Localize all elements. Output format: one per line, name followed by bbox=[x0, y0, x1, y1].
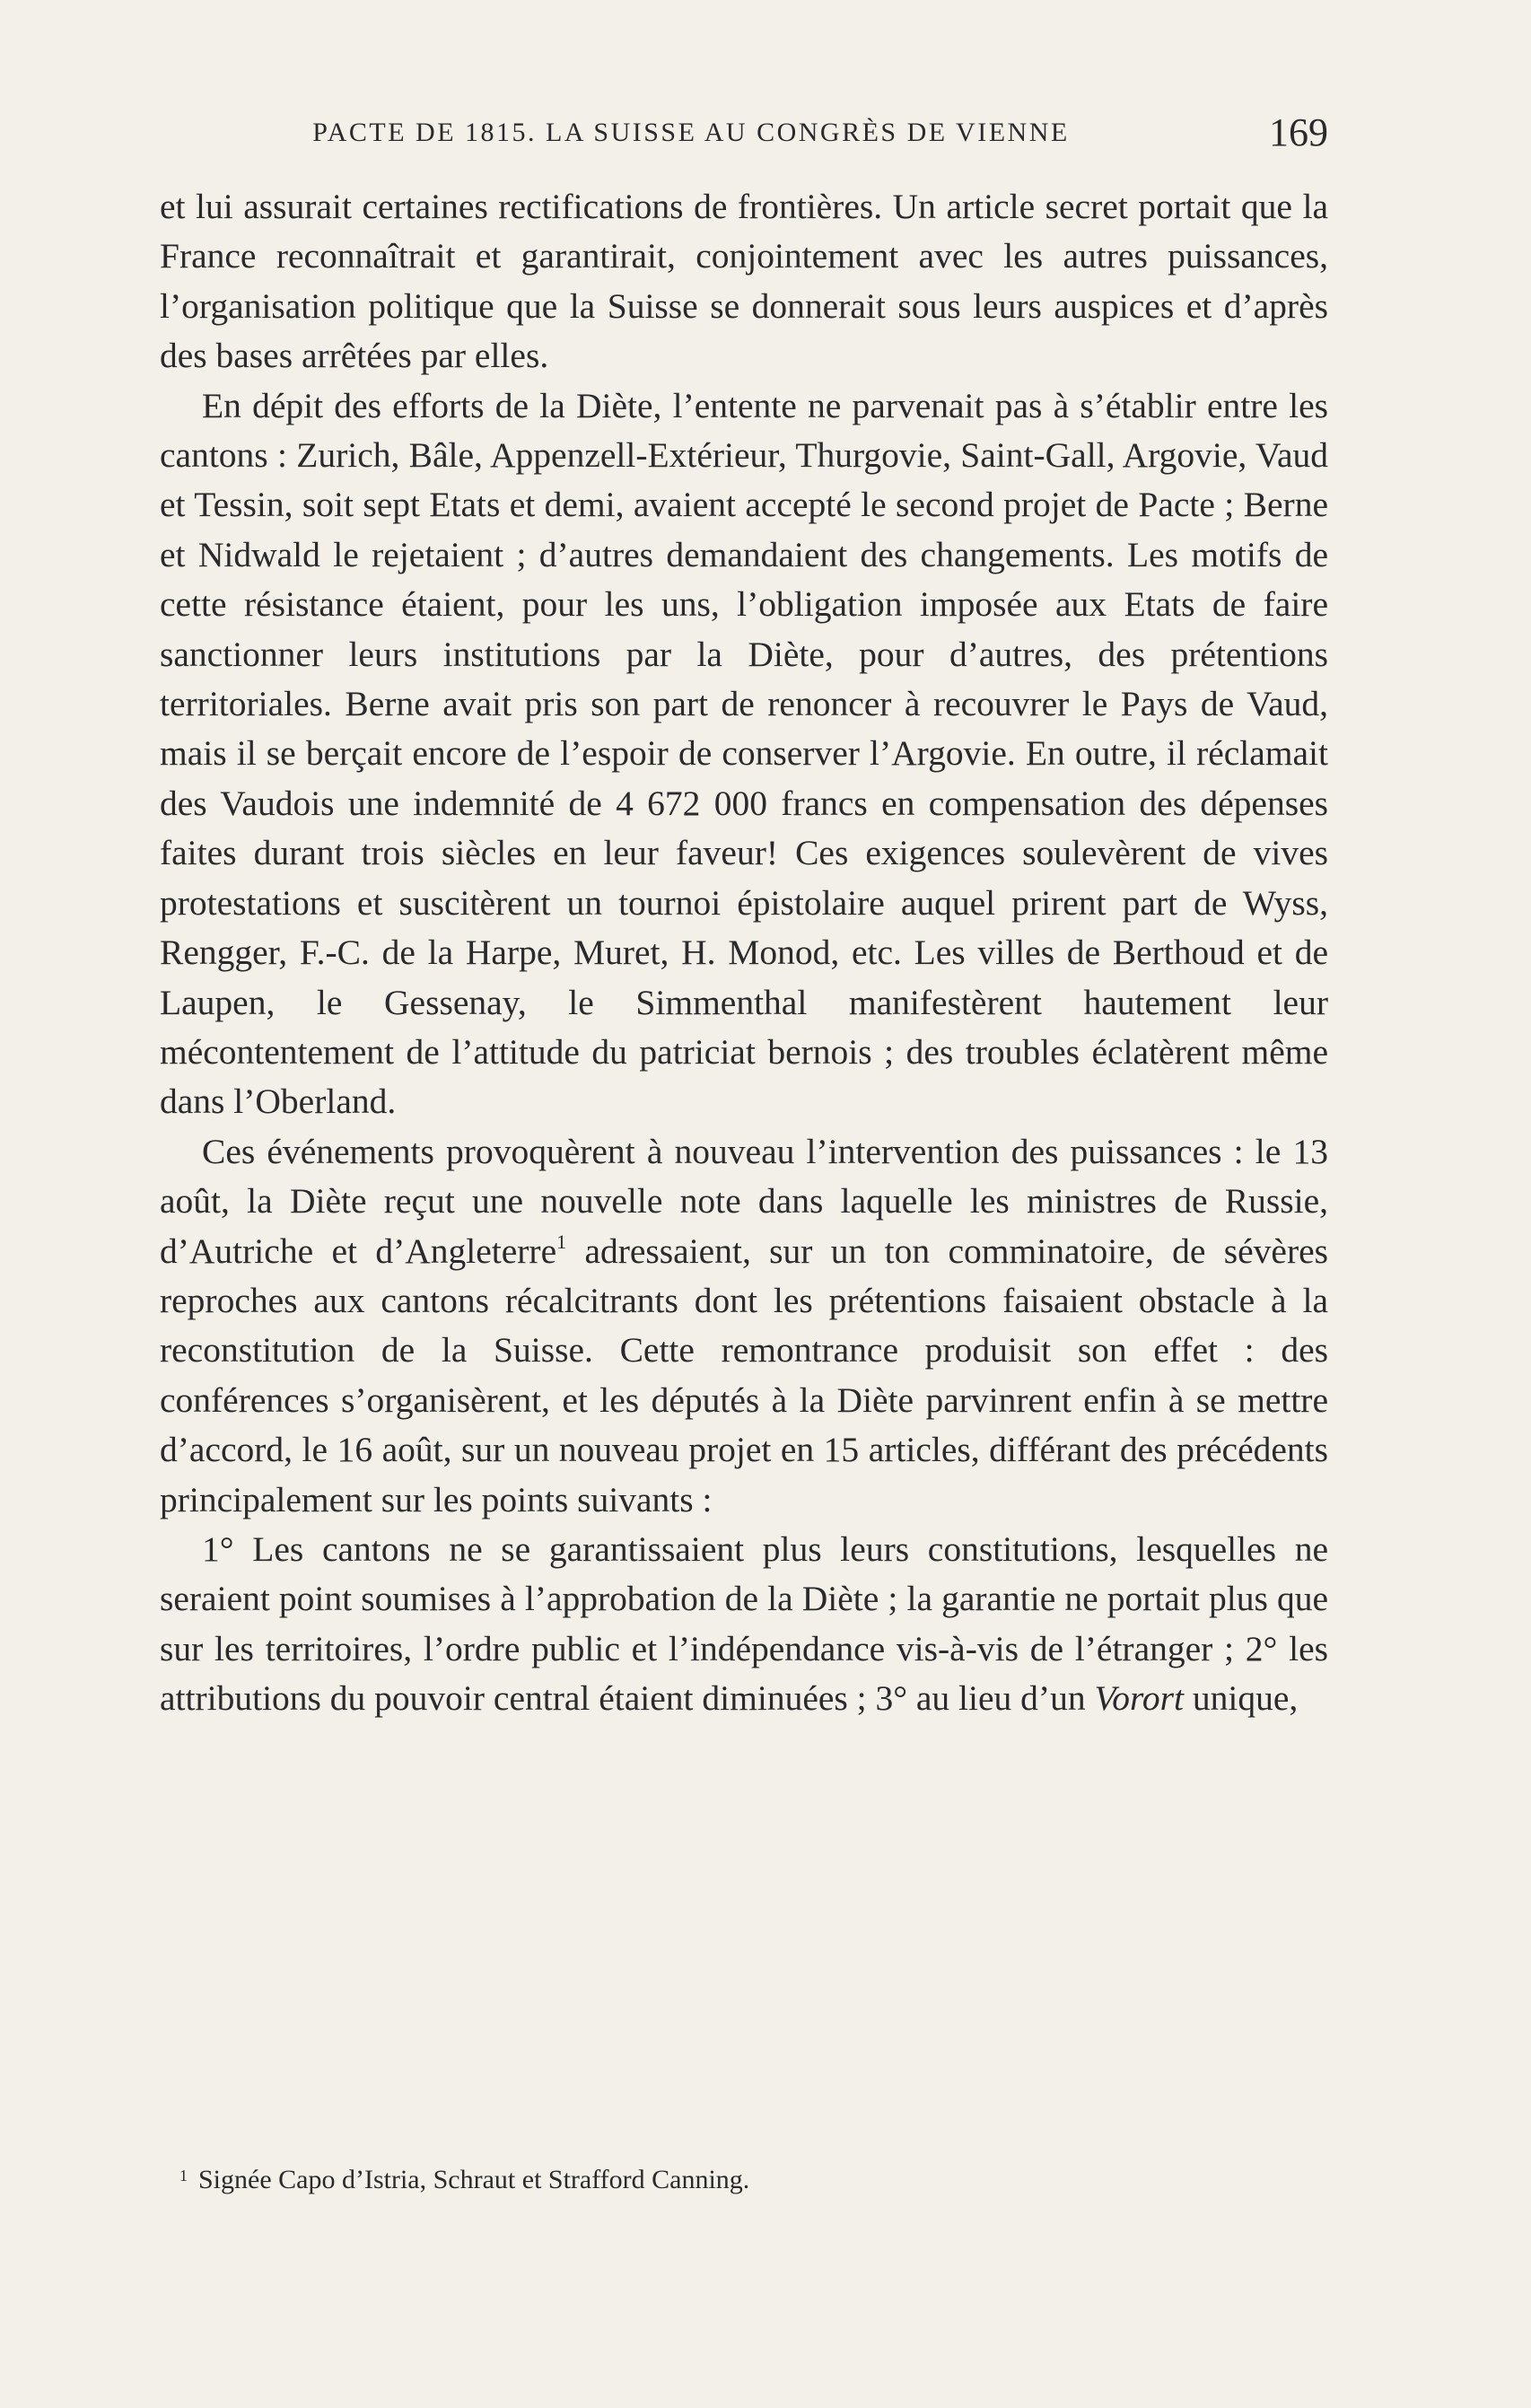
paragraph-3-text-b: adressaient, sur un ton comminatoire, de sévères reproches aux cantons récalcitrants dont les prétentions faisaient obstacle à la reconstitution de la Suisse. Cette remontrance produisit son effet : des conférences s’organisèrent, et les députés à la Diète parvinrent enfin à se mettre d’accord, le 16 août, sur un nouveau projet en 15 articles, différant des précédents principalement sur les points suivants : bbox=[160, 1230, 1328, 1519]
footnote-reference[interactable]: 1 bbox=[556, 1230, 567, 1253]
body-text bbox=[160, 182, 1328, 1724]
paragraph-3-text-a: Ces événements provoquèrent à nouveau l’intervention des puissances : le 13 août, la Diète reçut une nouvelle note dans laquelle les ministres de Russie, d’Autriche et d’Angleterre bbox=[160, 1131, 1328, 1271]
paragraph-4-text-a: 1° Les cantons ne se garantissaient plus leurs constitutions, lesquelles ne seraient point soumises à l’approbation de la Diète ; la garantie ne portait plus que sur les territoires, l’ordre public et l’indépendance vis-à-vis de l’étranger ; 2° les attributions du pouvoir central étaient diminuées ; 3° au lieu d’un bbox=[160, 1528, 1328, 1719]
footnote bbox=[179, 2162, 1328, 2198]
footnote-text: Signée Capo d’Istria, Schraut et Strafford Canning. bbox=[198, 2165, 750, 2194]
paragraph-3 bbox=[160, 1127, 1328, 1525]
running-title: PACTE DE 1815. LA SUISSE AU CONGRÈS DE VIENNE bbox=[312, 118, 1070, 147]
paragraph-1: et lui assurait certaines rectifications de frontières. Un article secret portait que la France reconnaîtrait et garantirait, conjointement avec les autres puissances, l’organisation politique que la Suisse se donnerait sous leurs auspices et d’après des bases arrêtées par elles. bbox=[160, 187, 1328, 376]
italic-term-vorort: Vorort bbox=[1094, 1678, 1184, 1719]
footnote-marker: 1 bbox=[179, 2167, 188, 2185]
running-header bbox=[162, 106, 1328, 160]
paragraph-4-text-b: unique, bbox=[1183, 1678, 1299, 1719]
page-number: 169 bbox=[1269, 110, 1328, 154]
paragraph-2: En dépit des efforts de la Diète, l’entente ne parvenait pas à s’établir entre les cantons : Zurich, Bâle, Appenzell-Extérieur, Thurgovie, Saint-Gall, Argovie, Vaud et Tessin, soit sept Etats et demi, avaient accepté le second projet de Pacte ; Berne et Nidwald le rejetaient ; d’autres demandaient des changements. Les motifs de cette résistance étaient, pour les uns, l’obligation imposée aux Etats de faire sanctionner leurs institutions par la Diète, pour d’autres, des prétentions territoriales. Berne avait pris son part de renoncer à recouvrer le Pays de Vaud, mais il se berçait encore de l’espoir de conserver l’Argovie. En outre, il réclamait des Vaudois une indemnité de 4 672 000 francs en compensation des dépenses faites durant trois siècles en leur faveur! Ces exigences soulevèrent de vives protestations et suscitèrent un tournoi épistolaire auquel prirent part de Wyss, Rengger, F.-C. de la Harpe, Muret, H. Monod, etc. Les villes de Berthoud et de Laupen, le Gessenay, le Simmenthal manifestèrent hautement leur mécontentement de l’attitude du patriciat bernois ; des troubles éclatèrent même dans l’Oberland. bbox=[160, 385, 1328, 1122]
paragraph-4 bbox=[160, 1525, 1328, 1724]
